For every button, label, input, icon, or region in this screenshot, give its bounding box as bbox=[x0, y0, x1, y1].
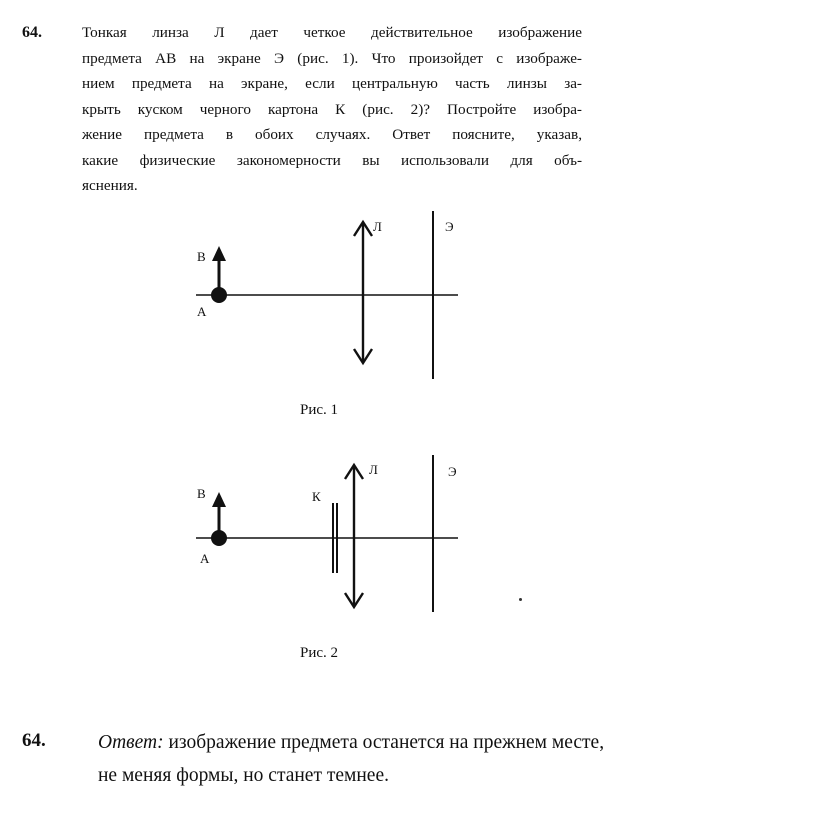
problem-number: 64. bbox=[22, 24, 42, 41]
answer-text bbox=[98, 726, 738, 792]
label-b: В bbox=[197, 249, 206, 264]
figure-2-caption: Рис. 2 bbox=[300, 645, 339, 661]
problem-text-line: Тонкая линза Л дает четкое действительное изображение bbox=[82, 24, 582, 41]
figure-1-caption: Рис. 1 bbox=[300, 402, 339, 418]
object-arrow-head bbox=[212, 246, 226, 261]
problem-text-line: жение предмета в обоих случаях. Ответ поясните, указав, bbox=[82, 126, 582, 143]
label-lens: Л bbox=[369, 462, 378, 477]
figure-2 bbox=[180, 452, 480, 622]
problem-text-line: нием предмета на экране, если центральную часть линзы за- bbox=[82, 75, 582, 92]
object-point-a bbox=[211, 287, 227, 303]
object-arrow-head bbox=[212, 492, 226, 507]
label-cardboard: К bbox=[312, 489, 321, 504]
figure-1-diagram bbox=[180, 205, 480, 390]
answer-line-1 bbox=[98, 726, 738, 759]
label-a: А bbox=[197, 304, 207, 319]
answer-number: 64. bbox=[22, 730, 46, 751]
figure-1 bbox=[180, 205, 480, 390]
label-lens: Л bbox=[373, 219, 382, 234]
problem-text-line: какие физические закономерности вы использовали для объ- bbox=[82, 151, 582, 169]
figure-2-diagram bbox=[180, 452, 480, 622]
problem-text-line: крыть куском черного картона К (рис. 2)? Постройте изобра- bbox=[82, 100, 582, 118]
label-a: А bbox=[200, 551, 210, 566]
object-point-a bbox=[211, 530, 227, 546]
problem-text-line: предмета АВ на экране Э (рис. 1). Что произойдет с изображе- bbox=[82, 49, 582, 67]
answer-line-1-text: изображение предмета останется на прежнем месте, bbox=[168, 732, 605, 753]
problem-text bbox=[82, 20, 582, 199]
scan-dot bbox=[519, 598, 522, 601]
answer-label: Ответ: bbox=[98, 732, 164, 753]
label-b: В bbox=[197, 486, 206, 501]
answer-line-2: не меняя формы, но станет темнее. bbox=[98, 765, 389, 786]
label-screen: Э bbox=[445, 219, 454, 234]
problem-text-line: яснения. bbox=[82, 177, 138, 194]
label-screen: Э bbox=[448, 464, 457, 479]
